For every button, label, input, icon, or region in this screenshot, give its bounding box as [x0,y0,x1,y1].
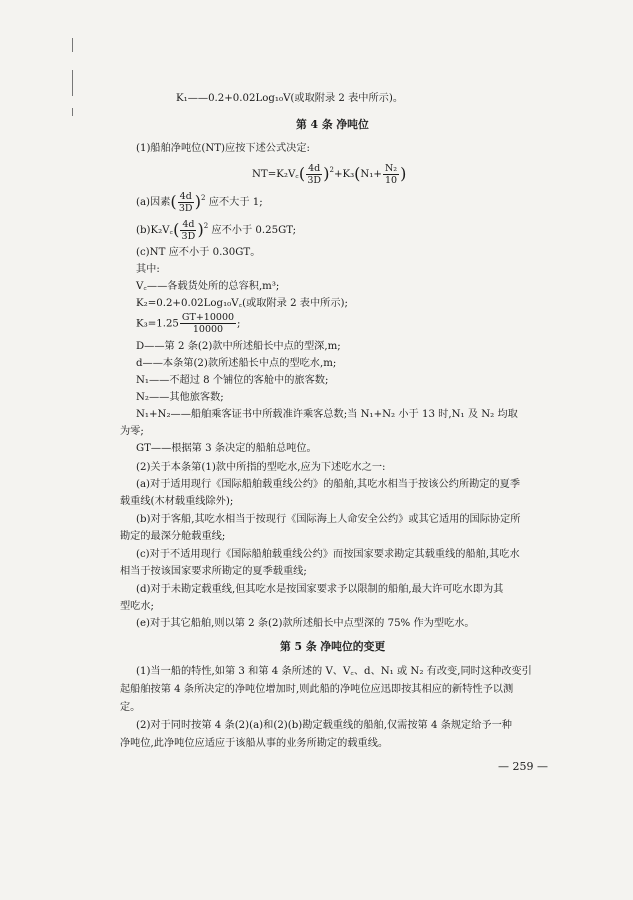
page-number: — 259 — [498,760,548,773]
definition-k2: K₂=0.2+0.02Log₁₀V꜀(或取附录 2 表中所示); [136,298,348,309]
paragraph-2d-line1: (d)对于未勘定载重线,但其吃水是按国家要求予以限制的船舶,最大许可吃水即为其 [136,584,504,595]
article-5-p1-line2: 起船舶按第 4 条所决定的净吨位增加时,则此船的净吨位应迅即按其相应的新特性予以测 [120,684,514,695]
article-5-heading: 第 5 条 净吨位的变更 [280,640,386,653]
article-5-p1-line1: (1)当一船的特性,如第 3 和第 4 条所述的 V、V꜀、d、N₁ 或 N₂ 有改变,同时这种改变引 [136,666,532,677]
paragraph-2b-line2: 勘定的最深分舱载重线; [120,531,226,542]
definition-k3: K₃=1.25 $\frac{GT+10000}{10000}$ ; [136,312,241,335]
paragraph-2c-line1: (c)对于不适用现行《国际船舶载重线公约》而按国家要求勘定其载重线的船舶,其吃水 [136,549,520,560]
paragraph-2a-line2: 载重线(木材载重线除外); [120,496,234,507]
paragraph-2d-line2: 型吃水; [120,601,154,612]
condition-a: (a)因素( $\frac{4d}{3D}$ )$^2$ 应不大于 1; [136,190,263,214]
paragraph-2a-line1: (a)对于适用现行《国际船舶载重线公约》的船舶,其吃水相当于按该公约所勘定的夏季 [136,479,521,490]
formula-mid: +K₃ [333,169,355,180]
formula-n2-fraction: $\frac{\text{N₂}}{10}$ [384,162,398,186]
definition-n2: N₂——其他旅客数; [136,392,224,403]
article-4-heading: 第 4 条 净吨位 [296,118,369,131]
definition-d: d——本条第(2)款所述船长中点的型吃水,m; [136,358,337,369]
article-5-p1-line3: 定。 [120,702,141,713]
definition-n1: N₁——不超过 8 个铺位的客舱中的旅客数; [136,375,329,386]
definition-n1n2-line2: 为零; [120,426,144,437]
where-label: 其中: [136,264,160,275]
definition-D: D——第 2 条(2)款中所述船长中点的型深,m; [136,341,341,352]
definition-n1n2-line1: N₁+N₂——船舶乘客证书中所载准许乘客总数;当 N₁+N₂ 小于 13 时,N₁ 及 N₂ 均取 [136,409,518,420]
article-5-p2-line1: (2)对于同时按第 4 条(2)(a)和(2)(b)勘定载重线的船舶,仅需按第 4 条规定给予一种 [136,720,512,731]
paragraph-2e: (e)对于其它船舶,则以第 2 条(2)款所述船长中点型深的 75% 作为型吃水。 [136,618,475,629]
condition-c: (c)NT 应不小于 0.30GT。 [136,247,261,258]
paragraph-2b-line1: (b)对于客船,其吃水相当于按现行《国际海上人命安全公约》或其它适用的国际协定所 [136,514,521,525]
paragraph-2: (2)关于本条第(1)款中所指的型吃水,应为下述吃水之一: [136,462,386,473]
definition-gt: GT——根据第 3 条决定的船舶总吨位。 [136,443,317,454]
formula-fraction: $\frac{4d}{3D}$ [307,162,321,186]
definition-vc: V꜀——各载货处所的总容积,m³; [136,281,280,292]
binding-mark [72,108,73,116]
nt-formula: NT=K₂V꜀( $\frac{4d}{3D}$ )$^2$+K₃(N₁+ $\frac{\text{N₂}}{10}$ ) [252,162,407,186]
paragraph-1: (1)船舶净吨位(NT)应按下述公式决定: [136,143,310,154]
article-5-p2-line2: 净吨位,此净吨位应适应于该船从事的业务所勘定的载重线。 [120,738,389,749]
k1-definition: K₁——0.2+0.02Log₁₀V(或取附录 2 表中所示)。 [176,93,404,104]
binding-mark [72,38,73,52]
binding-mark [72,70,73,96]
formula-prefix: NT=K₂V꜀ [252,169,299,180]
paragraph-2c-line2: 相当于按该国家要求所勘定的夏季载重线; [120,566,307,577]
condition-b: (b)K₂V꜀( $\frac{4d}{3D}$ )$^2$ 应不小于 0.25GT; [136,218,297,242]
